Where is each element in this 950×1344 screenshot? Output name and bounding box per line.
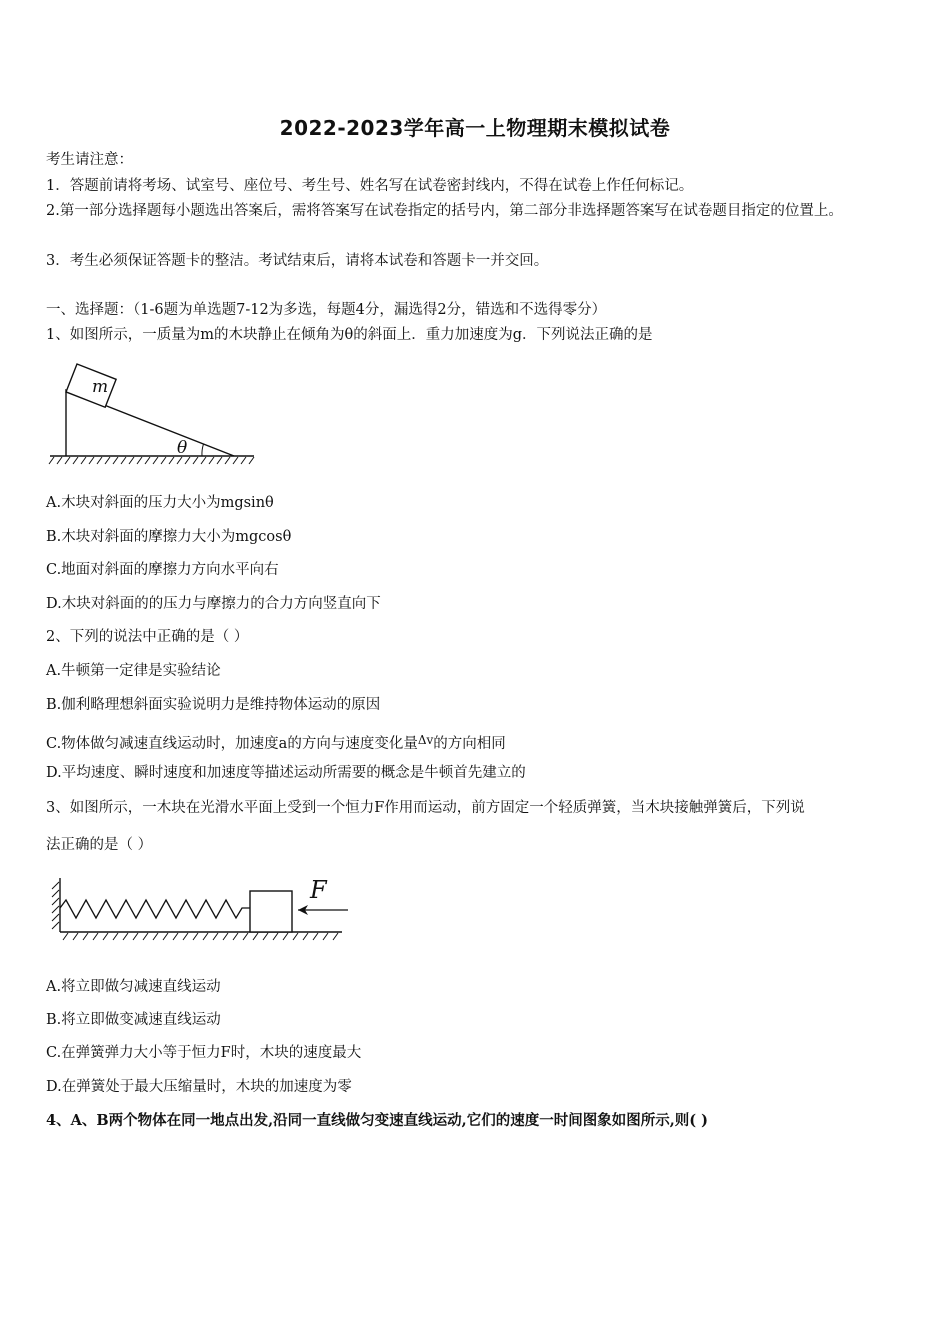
notice-item-3: 3．考生必须保证答题卡的整洁。考试结束后，请将本试卷和答题卡一并交回。 — [46, 253, 549, 269]
q2-option-b: B.伽利略理想斜面实验说明力是维持物体运动的原因 — [46, 697, 381, 713]
question-4-stem: 4、A、B两个物体在同一地点出发,沿同一直线做匀变速直线运动,它们的速度一时间图象如图所示,则( ) — [46, 1112, 709, 1129]
notice-item-2: 2.第一部分选择题每小题选出答案后，需将答案写在试卷指定的括号内，第二部分非选择题答案写在试卷题目指定的位置上。 — [46, 203, 843, 219]
q3-option-b: B.将立即做变减速直线运动 — [46, 1012, 221, 1028]
q1-option-d: D.木块对斜面的的压力与摩擦力的合力方向竖直向下 — [46, 596, 381, 612]
q2-option-c-text: C.物体做匀减速直线运动时，加速度a的方向与速度变化量 — [46, 736, 418, 752]
q1-option-b: B.木块对斜面的摩擦力大小为mgcosθ — [46, 529, 292, 545]
section-heading: 一、选择题：（1-6题为单选题7-12为多选，每题4分，漏选得2分，错选和不选得零分） — [46, 302, 607, 318]
delta-v-symbol: Δv — [417, 733, 434, 747]
spring-figure — [46, 872, 352, 944]
q2-option-c-tail: 的方向相同 — [433, 736, 506, 752]
incline-figure — [46, 360, 258, 468]
force-label: F — [310, 876, 327, 904]
spring-shape — [60, 900, 250, 918]
question-2-stem: 2、下列的说法中正确的是（ ） — [46, 629, 249, 645]
q2-option-a: A.牛顿第一定律是实验结论 — [46, 663, 221, 679]
notice-heading: 考生请注意： — [46, 152, 133, 168]
page-title: 2022-2023学年高一上物理期末模拟试卷 — [279, 116, 671, 140]
notice-item-1: 1．答题前请将考场、试室号、座位号、考生号、姓名写在试卷密封线内，不得在试卷上作任何标记。 — [46, 178, 694, 194]
question-3-stem-line-2: 法正确的是（ ） — [46, 837, 153, 853]
q3-option-c: C.在弹簧弹力大小等于恒力F时，木块的速度最大 — [46, 1045, 362, 1061]
q2-option-d: D.平均速度、瞬时速度和加速度等描述运动所需要的概念是牛顿首先建立的 — [46, 765, 526, 781]
mass-label: m — [92, 377, 109, 397]
question-1-stem: 1、如图所示，一质量为m的木块静止在倾角为θ的斜面上．重力加速度为g．下列说法正确的是 — [46, 327, 653, 343]
angle-label: θ — [177, 438, 188, 458]
q1-option-c: C.地面对斜面的摩擦力方向水平向右 — [46, 562, 279, 578]
q2-option-c — [46, 728, 908, 756]
q3-option-a: A.将立即做匀减速直线运动 — [46, 979, 221, 995]
question-3-stem-line-1: 3、如图所示，一木块在光滑水平面上受到一个恒力F作用而运动，前方固定一个轻质弹簧，当木块接触弹簧后，下列说 — [46, 800, 805, 816]
block-shape-2 — [250, 891, 292, 932]
q1-option-a: A.木块对斜面的压力大小为mgsinθ — [46, 495, 274, 511]
q3-option-d: D.在弹簧处于最大压缩量时，木块的加速度为零 — [46, 1079, 352, 1095]
